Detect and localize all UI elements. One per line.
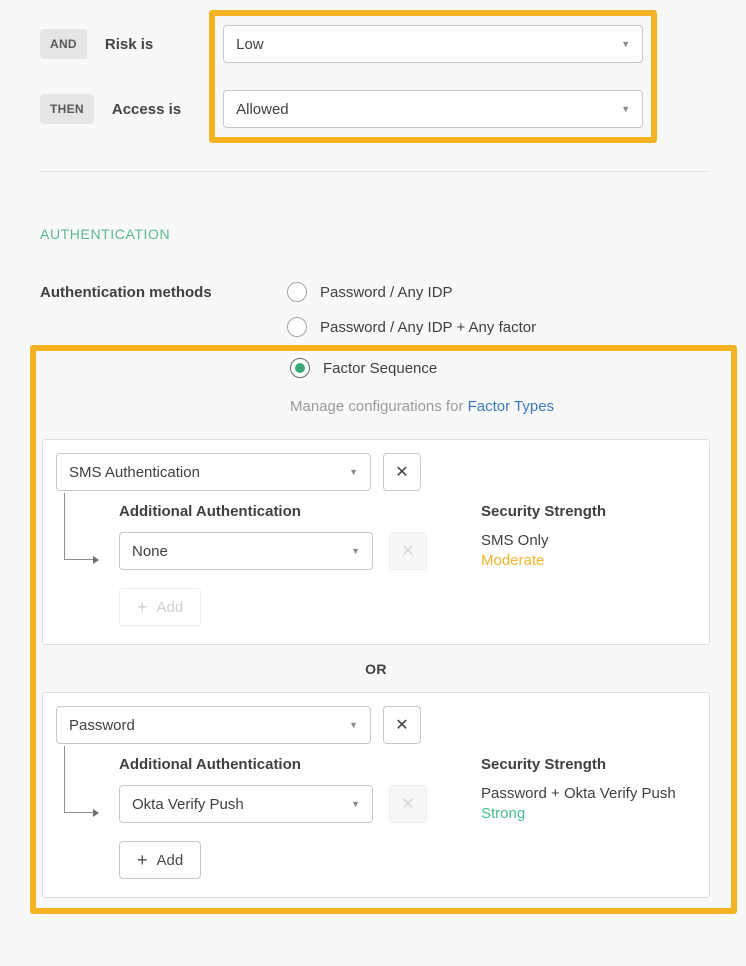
- or-divider: OR: [365, 661, 387, 677]
- plus-icon: +: [137, 597, 148, 617]
- primary-factor-row: [56, 706, 709, 744]
- security-strength-rating: Moderate: [481, 552, 545, 569]
- factor-card-sms: [42, 439, 710, 645]
- security-strength-summary: SMS Only: [481, 532, 549, 549]
- security-strength-summary: Password + Okta Verify Push: [481, 785, 676, 802]
- authentication-methods-label: Authentication methods: [40, 284, 212, 301]
- security-strength-header: Security Strength: [481, 756, 607, 773]
- condition-labels: [40, 10, 181, 143]
- radio-icon: [287, 317, 307, 337]
- add-button-label: Add: [156, 851, 184, 869]
- factor-card-password: [42, 692, 710, 898]
- additional-auth-header: Additional Authentication: [119, 756, 301, 773]
- chevron-down-icon: ▼: [621, 103, 631, 114]
- additional-auth-select[interactable]: [119, 532, 373, 570]
- remove-additional-auth-button-disabled: [389, 785, 427, 823]
- additional-auth-value: None: [132, 542, 168, 560]
- condition-row-risk: [40, 25, 181, 63]
- branch-arrow-icon: [64, 493, 97, 560]
- remove-primary-factor-button[interactable]: [383, 706, 421, 744]
- radio-label: Password / Any IDP: [320, 283, 453, 301]
- add-factor-button[interactable]: [119, 841, 201, 879]
- security-strength-header: Security Strength: [481, 503, 607, 520]
- primary-factor-select[interactable]: [56, 706, 371, 744]
- close-icon: ✕: [395, 464, 409, 481]
- branch-arrow-icon: [64, 746, 97, 813]
- radio-password-any-idp-any-factor[interactable]: [287, 317, 536, 337]
- additional-auth-value: Okta Verify Push: [132, 795, 244, 813]
- chevron-down-icon: ▼: [351, 798, 360, 809]
- radio-selected-icon: [290, 358, 310, 378]
- access-select[interactable]: [223, 90, 643, 128]
- radio-password-any-idp[interactable]: [287, 282, 536, 302]
- add-factor-button-disabled: [119, 588, 201, 626]
- risk-select[interactable]: [223, 25, 643, 63]
- remove-primary-factor-button[interactable]: [383, 453, 421, 491]
- security-strength-column: [481, 499, 606, 626]
- plus-icon: +: [137, 850, 148, 870]
- additional-auth-select[interactable]: [119, 785, 373, 823]
- condition-row-access: [40, 90, 181, 128]
- manage-configurations-text: Manage configurations for: [290, 398, 464, 415]
- chevron-down-icon: ▼: [349, 466, 358, 477]
- add-button-label: Add: [156, 598, 184, 616]
- close-icon: ✕: [401, 796, 415, 813]
- branch-column: [56, 499, 119, 626]
- condition-section: [40, 10, 746, 143]
- chevron-down-icon: ▼: [349, 719, 358, 730]
- additional-auth-row: [56, 499, 709, 626]
- chevron-down-icon: ▼: [621, 38, 631, 49]
- additional-auth-header: Additional Authentication: [119, 503, 301, 520]
- risk-select-value: Low: [236, 35, 264, 53]
- additional-auth-column: [119, 499, 431, 626]
- chevron-down-icon: ▼: [351, 545, 360, 556]
- radio-factor-sequence[interactable]: [290, 358, 731, 378]
- factor-types-link[interactable]: Factor Types: [467, 398, 555, 415]
- radio-icon: [287, 282, 307, 302]
- factor-sequence-highlight-box: [30, 345, 737, 914]
- additional-auth-row: [56, 752, 709, 879]
- section-divider: [40, 171, 710, 172]
- primary-factor-value: SMS Authentication: [69, 463, 200, 481]
- manage-configurations-line: [290, 398, 731, 415]
- primary-factor-select[interactable]: [56, 453, 371, 491]
- risk-is-label: Risk is: [104, 35, 154, 53]
- and-badge: AND: [40, 29, 87, 59]
- primary-factor-value: Password: [69, 716, 135, 734]
- access-select-value: Allowed: [236, 100, 289, 118]
- security-strength-rating: Strong: [481, 805, 526, 822]
- close-icon: ✕: [395, 717, 409, 734]
- authentication-section-title: AUTHENTICATION: [40, 226, 171, 242]
- access-is-label: Access is: [111, 100, 182, 118]
- close-icon: ✕: [401, 543, 415, 560]
- branch-column: [56, 752, 119, 879]
- additional-auth-controls: [119, 532, 431, 570]
- condition-highlight-box: [209, 10, 657, 143]
- remove-additional-auth-button-disabled: [389, 532, 427, 570]
- radio-label: Factor Sequence: [323, 359, 438, 377]
- authentication-methods-row: [40, 282, 746, 337]
- authentication-method-options: [287, 282, 536, 337]
- additional-auth-column: [119, 752, 431, 879]
- security-strength-column: [481, 752, 676, 879]
- then-badge: THEN: [40, 94, 94, 124]
- primary-factor-row: [56, 453, 709, 491]
- radio-label: Password / Any IDP + Any factor: [320, 318, 537, 336]
- additional-auth-controls: [119, 785, 431, 823]
